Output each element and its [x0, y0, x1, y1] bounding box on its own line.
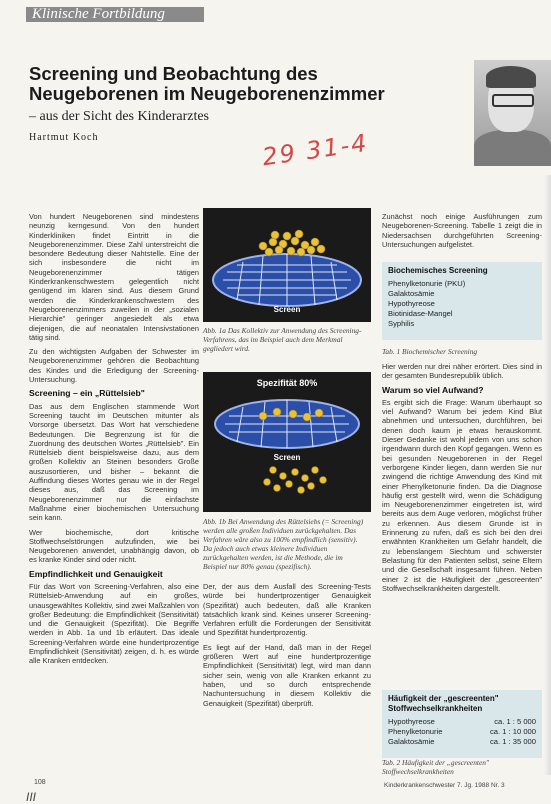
page-number: 108	[34, 779, 46, 786]
table-1-item: Syphilis	[388, 319, 415, 328]
figure-1b-label: Screen	[273, 453, 301, 462]
photo-glasses	[492, 94, 534, 107]
middle-paragraph-2: Es liegt auf der Hand, daß man in der Regel größeren Wert auf eine hundertprozentige Empfindlichkeit (Sensitivität) legt, wird man dann sicher sein, wenig von alle Kranken erkannt zu haben, und so durch entsprechende Nachuntersuchung in diesem Kollektiv die Genauigkeit (Spezifität) überprüft.	[203, 642, 371, 708]
left-paragraph-1: Von hundert Neugeborenen sind mindestens neunzig kerngesund. Von den hundert Kinderkliniken findet Eintritt in die Neugeborenenzimmer. Diese Zahl unterstreicht die besondere Bedeutung dieser Nahtstelle. Eine der sich insbesondere die nicht im Neugeborenenzimmer tätigen Kinderkrankenschwestern gelegentlich nicht genügend im klaren sind. Aus diesem Grund werden die Kinderkrankenschwestern des Neugeborenenzimmers zuweilen in der „sozialen Hierarchie" geringer angesiedelt als etwa diejenigen, die auf neonatalen Intensivstationen tätig sind.	[29, 212, 199, 342]
table-2-row	[388, 737, 536, 747]
author-photo	[474, 60, 551, 166]
table-2-frequency: ca. 1 : 5 000	[494, 717, 536, 726]
left-paragraph-2: Zu den wichtigsten Aufgaben der Schwester im Neugeborenenzimmer gehören die Beobachtung des Kindes und die Erledigung der Screening-Untersuchung.	[29, 347, 199, 385]
table-1-caption: Tab. 1 Biochemischer Screening	[382, 347, 478, 356]
table-2-row	[388, 727, 536, 737]
title-line-1: Screening und Beobachtung des	[29, 63, 318, 84]
table-1-item: Phenylketonurie (PKU)	[388, 279, 466, 288]
left-paragraph-4: Wer biochemische, dort kritische Stoffwechselstörungen aufzufinden, wie bei Neugeborenen anwendet, unabhängig davon, ob es kranke Kinder sind oder nicht.	[29, 527, 199, 565]
figure-1a-label: Screen	[273, 305, 301, 314]
table-1-item: Biotinidase-Mangel	[388, 309, 453, 318]
sieve-illustration-2	[203, 372, 371, 512]
left-paragraph-3: Das aus dem Englischen stammende Wort Screening taucht im Deutschen mitunter als Vorsorge übersetzt. Das Wort hat verschiedene Bedeutungen. Die Begrenzung ist für die Zuordnung des deutschen Wortes „Rüttelsieb". Ein Rüttelsieb dient beispielsweise dazu, aus dem großen Kollektiv an Steinen besonders Große auszusortieren, und bisher – bekannt die Auffindung dieses Wortes genau wie in der Regel dieses aus, daß das Screening im Neugeborenenzimmer nur die einfachste Maßnahme einer biochemischen Untersuchung sein kann.	[29, 401, 199, 523]
page-edge	[544, 175, 551, 775]
table-1-item: Galaktosämie	[388, 289, 435, 298]
margin-scribble: III	[26, 790, 37, 804]
table-2-caption: Tab. 2 Häufigkeit der „gescreenten" Stoffwechselkrankheiten	[382, 758, 490, 776]
table-2-disease: Hypothyreose	[388, 717, 435, 726]
right-intro	[382, 212, 542, 260]
photo-hair	[486, 66, 536, 88]
table-2-disease: Phenylketonurie	[388, 727, 443, 736]
left-column	[29, 212, 199, 777]
table-2-row	[388, 717, 536, 727]
title-line-2: Neugeborenen im Neugeborenenzimmer	[29, 83, 385, 104]
figure-1b	[203, 372, 371, 512]
figure-1b-top-label: Spezifität 80%	[256, 378, 318, 388]
article-title	[29, 64, 449, 104]
article-subtitle: – aus der Sicht des Kinderarztes	[29, 109, 209, 124]
figure-1b-caption: Abb. 1b Bei Anwendung des Rüttelsiebs (= Screening) werden alle großen Individuen zurückgehalten. Das Verfahren wäre also zu 100% empfindlich (sensitiv). Da jedoch auch etwas kleinere Individuen zurückgehalten werden, ist die Methode, die im Beispiel nur 80% genau (spezifisch).	[203, 517, 364, 571]
right-paragraph-2: Hier werden nur drei näher erörtert. Dies sind in der gesamten Bundesrepublik üblich.	[382, 362, 542, 381]
left-paragraph-5: Für das Wort von Screening-Verfahren, also eine Rüttelsieb-Anwendung auf ein großes, unausgewähltes Kollektiv, sind zwei Maßzahlen von großer Bedeutung: die Empfindlichkeit (Sensitivität) und die Genauigkeit (Spezifität). Die Begriffe werden in Abb. 1a und 1b erläutert. Das ideale Screening-Verfahren würde eine hundertprozentige Empfindlichkeit (Sensitivität) zeigen, d. h. es würde alle Kranken entdecken.	[29, 581, 199, 666]
heading-effort: Warum so viel Aufwand?	[382, 384, 484, 395]
table-2-frequency: ca. 1 : 10 000	[489, 727, 536, 736]
handwritten-note: 29 31-4	[260, 128, 371, 172]
photo-body	[474, 130, 551, 166]
figure-1a-caption: Abb. 1a Das Kollektiv zur Anwendung des Screening-Verfahrens, das im Beispiel auch dem Merkmal gegliedert wird.	[203, 326, 362, 353]
author-name: Hartmut Koch	[29, 132, 99, 143]
table-2-box	[382, 690, 542, 758]
table-2-disease: Galaktosämie	[388, 737, 435, 746]
heading-sensitivity: Empfindlichkeit und Genauigkeit	[29, 568, 163, 579]
middle-paragraph-1: Der, der aus dem Ausfall des Screening-Tests würde bei hundertprozentiger Genauigkeit (Spezifität) auch bedeuten, daß alle Kranken tatsächlich krank sind. Keines unserer Screening-Verfahren erfüllt die Forderungen der Sensitivität und Spezifität hundertprozentig.	[203, 582, 371, 638]
right-paragraph-1: Zunächst noch einige Ausführungen zum Neugeborenen-Screening. Tabelle 1 zeigt die in Niedersachsen durchgeführten Screening-Untersuchungen aufgelistet.	[382, 212, 542, 249]
table-2-frequency: ca. 1 : 35 000	[489, 737, 536, 746]
table-1-box	[382, 262, 542, 340]
section-banner: Klinische Fortbildung	[26, 7, 204, 22]
journal-footer: Kinderkrankenschwester 7. Jg. 1988 Nr. 3	[384, 782, 505, 789]
table-1-title: Biochemisches Screening	[388, 266, 488, 275]
sieve-illustration-1	[203, 208, 371, 322]
figure-1a	[203, 208, 371, 322]
heading-screening: Screening – ein „Rüttelsieb"	[29, 388, 145, 399]
table-1-item: Hypothyreose	[388, 299, 435, 308]
table-2-title: Häufigkeit der „gescreenten" Stoffwechselkrankheiten	[388, 694, 499, 713]
right-paragraph-3: Es ergibt sich die Frage: Warum überhaupt so viel Aufwand? Warum bei jedem Kind Blut abnehmen und untersuchen, durchführen, bei denen doch kaum je etwas herauskommt. Dieser Gedanke ist wohl jedem von uns schon irgendwann durch den Kopf gegangen. Wenn es bei gesunden Neugeborenen in der Regel verborgene Kinder liegen, dann werden Sie nur zwingend die richtige Anwendung des Kind mit einer Phenylketonurie finden. Da die Diagnose häufig erst gestellt wird, wenn die Schädigung im Neugeborenenzimmer eingetreten ist, wird bereits aus dem Auge verloren, möglichst früher zu erkennen. Aus diesem Grunde ist in Erinnerung zu rufen, daß es sich bei den drei erwähnten Krankheiten um Gefahr handelt, die zu lebenslangem Siechtum und schwerster Belastung für den Patienten selbst, seine Eltern und die Gesellschaft insgesamt führen. Neben einer 2 ist die Häufigkeit der „gescreenten" Stoffwechselkrankheiten dargestellt.	[382, 397, 542, 593]
middle-column	[203, 582, 371, 777]
